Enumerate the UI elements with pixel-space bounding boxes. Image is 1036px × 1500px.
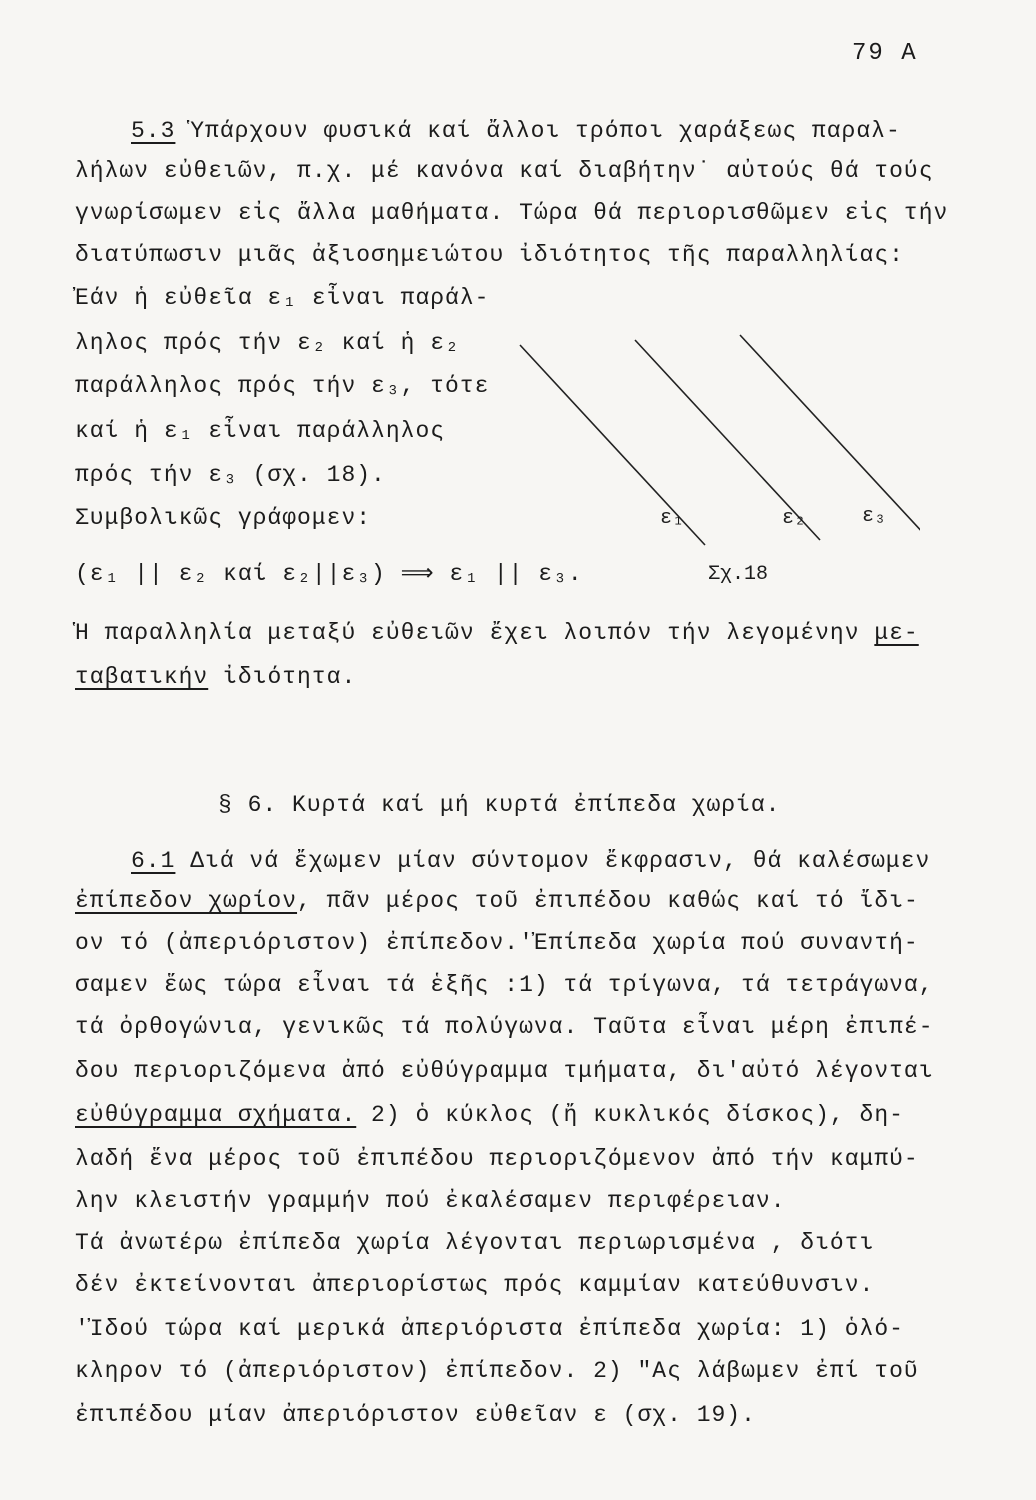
term-plane-region: ἐπίπεδον χωρίον [75, 888, 298, 914]
section-6-1-line-5: τά ὀρθογώνια, γενικῶς τά πολύγωνα. Ταῦτα εἶναι μέρη ἐπιπέ- [75, 1014, 934, 1040]
section-5-3-line-5: Ἐάν ἡ εὐθεῖα ε₁ εἶναι παράλ- [75, 285, 490, 311]
label-e1: ε₁ [660, 507, 685, 530]
figure-caption: Σχ.18 [708, 563, 769, 586]
section-5-3-line-9: πρός τήν ε₃ (σχ. 18). [75, 462, 386, 488]
section-5-3-line-7: παράλληλος πρός τήν ε₃, τότε [75, 373, 490, 399]
section-5-3-line-6: ληλος πρός τήν ε₂ καί ἡ ε₂ [75, 330, 460, 356]
figure-18 [500, 325, 920, 595]
section-6-heading: § 6. Κυρτά καί μή κυρτά ἐπίπεδα χωρία. [218, 792, 781, 818]
section-6-1-line-3: ον τό (ἀπεριόριστον) ἐπίπεδον.'Ἐπίπεδα χωρία πού συναντή- [75, 930, 919, 956]
term-metabatikin-2: ταβατικήν [75, 664, 209, 690]
section-6-1-line-7: εὐθύγραμμα σχήματα. 2) ὁ κύκλος (ἤ κυκλικός δίσκος), δη- [75, 1102, 904, 1128]
section-6-1-line-4: σαμεν ἕως τώρα εἶναι τά ἑξῆς :1) τά τρίγωνα, τά τετράγωνα, [75, 972, 934, 998]
section-6-1-line-10: Τά ἀνωτέρω ἐπίπεδα χωρία λέγονται περιωρισμένα , διότι [75, 1230, 875, 1256]
section-6-1-line-2: ἐπίπεδον χωρίον, πᾶν μέρος τοῦ ἐπιπέδου καθώς καί τό ἴδι- [75, 888, 919, 914]
section-5-3-line-13: ταβατικήν ἰδιότητα. [75, 664, 357, 690]
section-5-3-line-8: καί ἡ ε₁ εἶναι παράλληλος [75, 418, 446, 444]
section-6-1-line-11: δέν ἐκτείνονται ἀπεριορίστως πρός καμμίαν κατεύθυνσιν. [75, 1272, 875, 1298]
line-e3 [740, 335, 920, 535]
section-5-3-line-10: Συμβολικῶς γράφομεν: [75, 505, 372, 531]
section-6-1-line-13: κληρον τό (ἀπεριόριστον) ἐπίπεδον. 2) "Ας λάβωμεν ἐπί τοῦ [75, 1358, 919, 1384]
section-6-1-line-1: 6.1 Διά νά ἔχωμεν μίαν σύντομον ἔκφρασιν, θά καλέσωμεν [131, 848, 931, 874]
symbolic-formula: (ε₁ || ε₂ καί ε₂||ε₃) ⟹ ε₁ || ε₃. [75, 561, 583, 587]
section-number-5-3: 5.3 [131, 118, 176, 144]
section-6-1-line-9: λην κλειστήν γραμμήν πού ἐκαλέσαμεν περιφέρειαν. [75, 1188, 786, 1214]
section-5-3-line-4: διατύπωσιν μιᾶς ἀξιοσημειώτου ἰδιότητος τῆς παραλληλίας: [75, 242, 904, 268]
section-6-1-line-8: λαδή ἕνα μέρος τοῦ ἐπιπέδου περιοριζόμενον ἀπό τήν καμπύ- [75, 1146, 919, 1172]
page-number: 79 A [852, 40, 918, 67]
section-6-1-line-6: δου περιοριζόμενα ἀπό εὐθύγραμμα τμήματα, δι'αὐτό λέγονται [75, 1058, 934, 1084]
section-5-3-line-1: 5.3 Ὑπάρχουν φυσικά καί ἄλλοι τρόποι χαράξεως παραλ- [131, 118, 901, 144]
term-rectilinear-figures: εὐθύγραμμα σχήματα. [75, 1102, 357, 1128]
section-6-1-line-14: ἐπιπέδου μίαν ἀπεριόριστον εὐθεῖαν ε (σχ. 19). [75, 1402, 756, 1428]
parallel-lines-diagram [500, 325, 920, 595]
label-e3: ε₃ [862, 505, 887, 528]
section-6-1-line-12: 'Ἰδού τώρα καί μερικά ἀπεριόριστα ἐπίπεδα χωρία: 1) ὁλό- [75, 1316, 904, 1342]
term-metabatikin-1: με- [874, 620, 919, 646]
section-5-3-line-12: Ἡ παραλληλία μεταξύ εὐθειῶν ἔχει λοιπόν τήν λεγομένην με- [75, 620, 919, 646]
section-5-3-line-2: λήλων εὐθειῶν, π.χ. μέ κανόνα καί διαβήτην˙ αὐτούς θά τούς [75, 158, 934, 184]
section-5-3-line-3: γνωρίσωμεν εἰς ἄλλα μαθήματα. Τώρα θά περιορισθῶμεν εἰς τήν [75, 200, 949, 226]
label-e2: ε₂ [782, 507, 807, 530]
section-number-6-1: 6.1 [131, 848, 176, 874]
